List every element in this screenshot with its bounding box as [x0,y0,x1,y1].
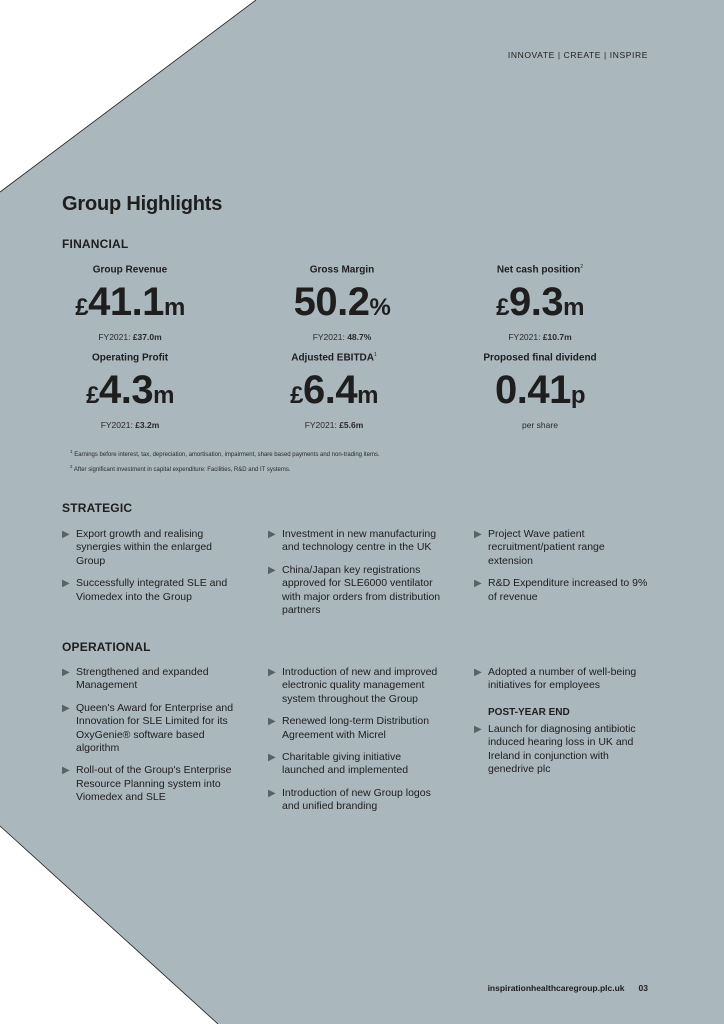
kpi-comparison: FY2021: £10.7m [508,332,572,342]
list-item: ▶ China/Japan key registrations approved for SLE6000 ventilator with major orders from distribution partners [268,563,441,617]
operational-column-3 [474,666,649,785]
kpi-value: £6.4m [290,368,378,412]
footnote-2: $^2$ After significant investment in capital expenditure: Facilities, R&D and IT systems. [70,464,291,473]
kpi-operating-profit [30,352,230,430]
right-triangle-arrow-icon: ▶ [268,667,276,678]
right-triangle-arrow-icon: ▶ [62,702,70,714]
kpi-comparison: FY2021: £3.2m [100,420,160,430]
footnotes [70,446,380,476]
kpi-label: Net cash position$^2$ [496,264,584,276]
strategic-column-3 [474,528,649,613]
right-triangle-arrow-icon: ▶ [62,529,70,540]
strategic-heading: STRATEGIC [62,501,133,515]
kpi-gross-margin [242,264,442,342]
list-item: ▶ Strengthened and expanded Management [62,666,209,692]
list-item: ▶ R&D Expenditure increased to 9% of revenue [474,577,648,603]
kpi-group-revenue [30,264,230,342]
right-triangle-arrow-icon: ▶ [474,667,482,678]
kpi-value: 50.2% [293,280,391,324]
list-item: ▶ Introduction of new Group logos and unified branding [268,786,431,813]
operational-heading: OPERATIONAL [62,640,151,654]
right-triangle-arrow-icon: ▶ [474,529,482,540]
right-triangle-arrow-icon: ▶ [474,723,482,735]
kpi-label: Group Revenue [92,264,168,276]
kpi-value: £41.1m [75,280,185,324]
kpi-net-cash-position [440,264,640,342]
list-item: ▶ Project Wave patient recruitment/patient range extension [474,528,605,567]
strategic-column-1 [62,528,237,613]
strategic-column-2 [268,528,443,626]
tagline: INNOVATE | CREATE | INSPIRE [507,50,648,60]
kpi-value: £9.3m [496,280,584,324]
kpi-proposed-final-dividend [440,352,640,430]
list-item: ▶ Successfully integrated SLE and Viomedex into the Group [62,577,228,603]
post-year-end-heading: POST-YEAR END [488,706,570,718]
operational-column-1 [62,666,237,814]
footnote-1: $^1$ Earnings before interest, tax, depreciation, amortisation, impairment, share based payments and non-trading items. [70,449,380,458]
list-item: ▶ Roll-out of the Group's Enterprise Resource Planning system into Viomedex and SLE [62,764,232,804]
list-item: ▶ Investment in new manufacturing and technology centre in the UK [268,528,437,554]
operational-column-2 [268,666,443,823]
footer [488,983,648,993]
right-triangle-arrow-icon: ▶ [474,578,482,590]
kpi-value: 0.41p [494,368,586,412]
kpi-label: Gross Margin [309,264,375,276]
kpi-value: £4.3m [86,368,174,412]
kpi-label: Operating Profit [91,352,169,364]
page-title: Group Highlights [62,193,223,215]
footer-url[interactable]: inspirationhealthcaregroup.plc.uk [487,983,625,993]
list-item: ▶ Charitable giving initiative launched and implemented [268,751,409,777]
kpi-label: Proposed final dividend [483,352,597,364]
right-triangle-arrow-icon: ▶ [268,752,276,764]
kpi-adjusted-ebitda [234,352,434,430]
list-item: ▶ Export growth and realising synergies within the enlarged Group [62,528,212,567]
right-triangle-arrow-icon: ▶ [268,787,276,799]
right-triangle-arrow-icon: ▶ [268,716,276,728]
right-triangle-arrow-icon: ▶ [268,564,276,576]
kpi-comparison: per share [522,420,558,430]
kpi-comparison: FY2021: 48.7% [312,332,372,342]
list-item: ▶ Launch for diagnosing antibiotic induced hearing loss in UK and Ireland in conjunction with genedrive plc [474,722,636,776]
page-number: 03 [638,983,648,993]
right-triangle-arrow-icon: ▶ [62,667,70,678]
right-triangle-arrow-icon: ▶ [268,529,276,540]
right-triangle-arrow-icon: ▶ [62,578,70,590]
list-item: ▶ Introduction of new and improved electronic quality management system throughout the Group [268,666,438,705]
list-item: ▶ Queen's Award for Enterprise and Innovation for SLE Limited for its OxyGenie® software based algorithm [62,701,234,755]
kpi-comparison: FY2021: £37.0m [98,332,162,342]
financial-heading: FINANCIAL [62,237,129,251]
list-item: ▶ Renewed long-term Distribution Agreement with Micrel [268,715,430,741]
right-triangle-arrow-icon: ▶ [62,765,70,777]
kpi-label: Adjusted EBITDA$^1$ [291,352,377,364]
list-item: ▶ Adopted a number of well-being initiatives for employees [474,666,637,692]
kpi-comparison: FY2021: £5.6m [304,420,364,430]
